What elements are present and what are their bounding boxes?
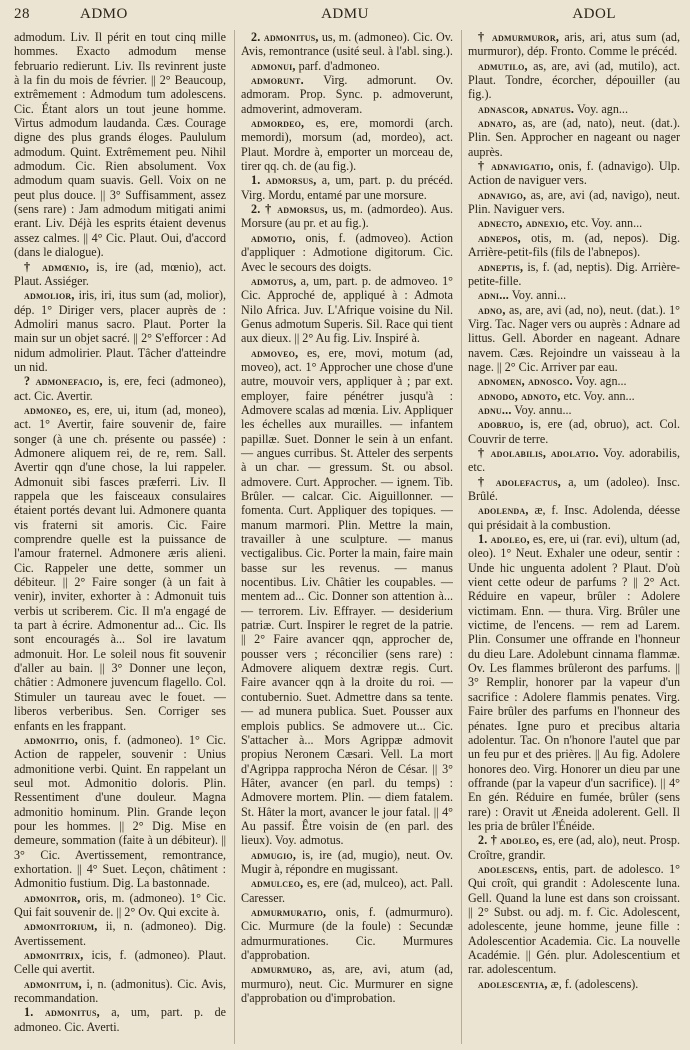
dictionary-entry: [468, 446, 680, 475]
entry-headword: adneptis,: [478, 259, 524, 274]
entry-definition: us, m. (admordeo). Aus. Morsure (au pr. et au fig.).: [241, 202, 453, 231]
column-1: [14, 30, 226, 1044]
dictionary-entry: [14, 948, 226, 977]
dictionary-entry: [14, 977, 226, 1006]
entry-definition: es, ere, movi, motum (ad, moveo), act. 1° Approcher une chose d'une autre, mouvoir vers, appliquer à ; par ext. employer, faire pénétrer jusqu'à : Admovere scalas ad mœnia. Liv. Appliquer les échelles aux murailles. — infantem papillæ. Suet. Donner le sein à un enfant. — angues curribus. St. Atteler des serpents à un char. — gressum. St. ou absol. admovere. Curt. Approcher. — ignem. Tib. Brûler. — calcar. Cic. Aiguillonner. — fomenta. Curt. Appliquer des topiques. — manum marmori. Plin. Mettre la main, travailler à une sculpture. — manus vectigalibus. Cic. Porter la main, faire main basse sur les revenus. — manus nocentibus. Liv. Châtier les coupables. — mentem ad... Cic. Donner son attention à... — terrorem. Liv. Effrayer. — desiderium patriæ. Curt. Inspirer le regret de la patrie. || 2° Faire avancer qqn, approcher de, pousser vers ; réconcilier (sens rare) : Admovere aliquem dextræ regis. Curt. Faire avancer qqn à la droite du roi. — contubernio. Suet. Admettre dans sa tente. — ad munera publica. Suet. Pousser aux emplois publics. Se admovere ut... Cic. S'attacher à... Mors Agrippæ admovit propius Neronem Cæsari. Vell. La mort d'Agrippa rapprocha Néron de César. || 3° Hâter, avancer (en parl. du temps) : Admovere mortem. Plin. — diem fatalem. St. Hâter la mort, avancer le jour fatal. || 4° Au passif. Être voisin de (en parl. des lieux). Voy. admotus.: [241, 345, 453, 848]
entry-headword: adnato,: [478, 116, 517, 131]
dictionary-entry: [468, 231, 680, 260]
guideword-left: ADMO: [80, 6, 128, 22]
entry-definition: æ, f. (adolescens).: [550, 976, 639, 991]
dictionary-entry: [468, 288, 680, 302]
dictionary-entry: [468, 30, 680, 59]
dictionary-entry: [468, 303, 680, 375]
entry-definition: otis, m. (ad, nepos). Dig. Arrière-petit-fils (fils de l'abnepos).: [468, 230, 680, 260]
dictionary-entry: [468, 862, 680, 977]
dictionary-entry: [14, 891, 226, 920]
dictionary-entry: [468, 59, 680, 102]
entry-definition: is, ere, feci (admoneo), act. Cic. Avertir.: [14, 374, 226, 403]
entry-headword: admonitor,: [24, 890, 81, 905]
entry-headword: admurmuro,: [251, 962, 313, 977]
dictionary-entry: [241, 173, 453, 202]
dictionary-entry: [241, 231, 453, 274]
entry-definition: Voy. agn...: [576, 101, 628, 116]
entry-definition: Voy. annu...: [514, 402, 572, 417]
entry-headword: † adnavigatio,: [478, 159, 554, 174]
column-3: [461, 30, 680, 1044]
entry-headword: admoneo,: [24, 402, 72, 417]
entry-headword: admoveo,: [251, 345, 299, 360]
entry-definition: parf. d'admoneo.: [298, 58, 380, 73]
dictionary-entry: [468, 159, 680, 188]
entry-headword: admolior,: [24, 288, 75, 303]
entry-headword: admutilo,: [478, 58, 528, 73]
dictionary-entry: [468, 977, 680, 991]
entry-headword: admugio,: [251, 847, 297, 862]
entry-definition: as, are (ad, nato), neut. (dat.). Plin. Sen. Approcher en nageant ou nager auprès.: [468, 116, 680, 159]
entry-definition: admodum. Liv. Il périt en tout cinq mille hommes. Exacto admodum mense februario redierunt. Liv. Ils revinrent juste à la fin du mois de février. || 2° Beaucoup, extrêmement : Admodum tum adolescens. Cic. Étant alors un tout jeune homme. Virtus admodum laudanda. Cæs. Courage digne des plus grands éloges. Paululum admodum. Quint. Extrêmement peu. Nihil admodum. Cic. Rien absolument. Vox admodum quam suavis. Gell. Voix on ne peut plus douce. || 3° Suffisamment, assez (sens rare) : Jam admodum mitigati animi erant. Liv. Déjà les esprits étaient devenus assez calmes. || 4° Cic. Plaut. Oui, d'accord (dans le dialogue).: [14, 30, 226, 260]
entry-headword: admordeo,: [251, 116, 305, 131]
guideword-right: ADOL: [572, 6, 616, 22]
dictionary-entry: [14, 1005, 226, 1034]
entry-definition: i, n. (admonitus). Cic. Avis, recommandation.: [14, 976, 226, 1006]
entry-definition: a, um, part. p. de admoneo. Cic. Averti.: [14, 1005, 226, 1034]
entry-definition: as, are, avi (ad, mutilo), act. Plaut. Tondre, écorcher, dépouiller (au fig.).: [468, 58, 680, 102]
dictionary-entry: [241, 962, 453, 1005]
dictionary-entry: [14, 260, 226, 289]
dictionary-entry: [241, 274, 453, 346]
dictionary-entry: [14, 288, 226, 374]
page-number: 28: [14, 6, 30, 22]
entry-headword: adnecto, adnexio,: [478, 216, 569, 231]
entry-headword: admotus,: [251, 273, 297, 288]
entry-definition: onis, f. (admoveo). Action d'appliquer : Admotione digitorum. Cic. Avec le secours des doigts.: [241, 230, 453, 274]
entry-headword: † adolefactus,: [478, 474, 562, 489]
dictionary-entry: [468, 102, 680, 116]
dictionary-entry: [468, 403, 680, 417]
entry-headword: 2. admonitus,: [251, 30, 319, 44]
dictionary-entry: [468, 188, 680, 217]
entry-definition: es, ere (ad, alo), neut. Prosp. Croître, grandir.: [468, 833, 680, 862]
dictionary-entry: [14, 733, 226, 891]
entry-headword: admurmuratio,: [251, 904, 327, 919]
entry-headword: † adolabilis, adolatio.: [478, 445, 599, 460]
dictionary-entry: [468, 389, 680, 403]
entry-headword: adnomen, adnosco.: [478, 374, 573, 389]
entry-definition: onis, f. (admurmuro). Cic. Murmure (de la foule) : Secundæ admurmurationes. Cic. Murmures d'approbation.: [241, 904, 453, 962]
entry-headword: † admurmuror,: [478, 30, 560, 44]
dictionary-entry: [468, 833, 680, 862]
text-columns: [14, 30, 680, 1044]
entry-definition: aris, ari, atus sum (ad, murmuror), dép. Fronto. Comme le précéd.: [468, 30, 680, 59]
entry-headword: admotio,: [251, 230, 296, 245]
entry-headword: admonitorium,: [24, 919, 98, 934]
entry-headword: 1. adoleo,: [478, 532, 530, 547]
dictionary-entry: [14, 374, 226, 403]
entry-definition: oris, m. (admoneo). 1° Cic. Qui fait souvenir de. || 2° Ov. Qui excite à.: [14, 890, 226, 919]
entry-headword: adnodo, adnoto,: [478, 388, 561, 403]
entry-definition: is, ire (ad, mugio), neut. Ov. Mugir à, répondre en mugissant.: [241, 847, 453, 876]
entry-headword: admonitrix,: [24, 948, 84, 962]
entry-headword: adolenda,: [478, 503, 529, 518]
dictionary-entry: [241, 876, 453, 905]
entry-definition: icis, f. (admoneo). Plaut. Celle qui avertit.: [14, 948, 226, 977]
dictionary-entry: [468, 116, 680, 159]
entry-definition: onis, f. (adnavigo). Ulp. Action de naviguer vers.: [468, 159, 680, 188]
entry-definition: es, ere (ad, mulceo), act. Pall. Caresser.: [241, 876, 453, 905]
entry-definition: a, um (adoleo). Insc. Brûlé.: [468, 474, 680, 503]
entry-headword: adni...: [478, 288, 509, 303]
entry-definition: is, f. (ad, neptis). Dig. Arrière-petite-fille.: [468, 259, 680, 288]
entry-headword: adobruo,: [478, 417, 524, 432]
entry-definition: æ, f. Insc. Adolenda, déesse qui présidait à la combustion.: [468, 503, 680, 532]
dictionary-entry: [468, 216, 680, 230]
entry-definition: onis, f. (admoneo). 1° Cic. Action de rappeler, souvenir : Unius admonitione verbi. Quint. En rappelant un seul mot. Admonitio doloris. Plin. Ressentiment d'une douleur. Magna admonitio hominum. Plin. Grande leçon pour les hommes. || 2° Dig. Mise en demeure, sommation (faite à un débiteur). || 3° Cic. Avertissement, remontrance, exhortation. || 4° Suet. Leçon, châtiment : Admonitio fustium. Dig. La bastonnade.: [14, 732, 226, 891]
entry-headword: ? admonefacio,: [24, 374, 103, 389]
entry-definition: Voy. anni...: [511, 288, 567, 303]
entry-headword: admorunt.: [251, 73, 304, 88]
entry-definition: entis, part. de adolesco. 1° Qui croît, qui grandit : Adolescente luna. Gell. Quand la lune est dans son croissant. || 2° Subst. ou adj. m. f. Cic. Adolescent, adolescente, jeune homme, jeune fille : Adolescentior Academia. Cic. La nouvelle Académie. || Gén. plur. Adolescentium et rar. adolescentum.: [468, 861, 680, 977]
entry-headword: admonitum,: [24, 976, 82, 991]
entry-definition: es, ere, ui (rar. evi), ultum (ad, oleo). 1° Neut. Exhaler une odeur, sentir : Unde hic unguenta adolent ? Plaut. D'où vient cette odeur de parfums ? || 2° Act. Réduire en vapeur, brûler : Adolere victimam. Enn. — thura. Virg. Brûler une victime, de l'encens. — rem ad Larem. Plin. Consumer une offrande en l'honneur du dieu Lare. Adolebunt cinnama flammæ. Ov. Les flammes brûleront des parfums. || 3° Remplir, honorer par la vapeur d'un sacrifice : Adolere flammis penates. Virg. Faire brûler des parfums en l'honneur des pénates. Igne puro et precibus altaria adolentur. Tac. On n'honore l'autel que par un feu pur et des prières. || Au fig. Adolere honores deo. Virg. Honorer un dieu par une offrande (par la vapeur d'un sacrifice). || 4° En gén. Réduire en fumée, brûler (sens rare) : Oravit ut Æneida adolerent. Gell. Il les pria de brûler l'Énéide.: [468, 532, 680, 833]
entry-definition: Voy. adorabilis, etc.: [468, 445, 680, 475]
entry-headword: 2. † adoleo,: [478, 833, 540, 848]
entry-definition: a, um, part. p. de admoveo. 1° Cic. Approché de, appliqué à : Admota Nilo Africa. Juv. L'Afrique voisine du Nil. Genus admotum Superis. Sil. Race qui tient aux dieux. || 2° Au fig. Liv. Inspiré à.: [241, 273, 453, 346]
dictionary-entry: [14, 403, 226, 733]
entry-headword: adnu...: [478, 402, 512, 417]
dictionary-entry: [468, 475, 680, 504]
page-header: [14, 6, 676, 26]
dictionary-entry: [14, 919, 226, 948]
entry-headword: 1. admorsus,: [251, 173, 317, 188]
entry-headword: 1. admonitus,: [24, 1005, 100, 1020]
dictionary-entry: [241, 116, 453, 173]
entry-definition: es, ere, ui, itum (ad, moneo), act. 1° Avertir, faire souvenir de, faire songer (à une ch. présente ou passée) : Admonere aliquem rei, de re, rem. Sall. Avertir qqn d'une chose, la lui rappeler. Admonuit sibi fasces præferri. Liv. Il rappela que les faisceaux consulaires étaient portés devant lui. Admonere quanta vis fraterni sit amoris. Cic. Faire comprendre quelle est la puissance de l'amour fraternel. Admonere æris alieni. Cic. Rappeler une dette, sommer un débiteur. || 2° Faire songer (à un fait à venir), inviter, exhorter à : Admonuit tuis verbis ut scriberem. Cic. Il m'a engagé de ta part à écrire. Admonentur ad... Cic. Ils sont encouragés à... Sol ire lavatum admonuit. Hor. Le soleil nous fit souvenir d'aller au bain. || 3° Donner une leçon, châtier : Admonere juvencum flagello. Col. Stimuler un taureau avec le fouet. — liberos verberibus. Sen. Corriger ses enfants en les frappant.: [14, 402, 226, 733]
entry-definition: iris, iri, itus sum (ad, molior), dép. 1° Diriger vers, placer auprès de : Admoliri manus sacro. Plaut. Porter la main sur un objet sacré. || 2° S'efforcer : Ad nidum admolirier. Plaut. Tâcher d'atteindre un nid.: [14, 288, 226, 374]
entry-headword: † admœnio,: [24, 259, 90, 274]
entry-headword: adnavigo,: [478, 187, 527, 202]
column-2: [234, 30, 453, 1044]
dictionary-entry: [468, 374, 680, 388]
dictionary-entry: [468, 260, 680, 289]
entry-definition: Virg. admorunt. Ov. admoram. Prop. Sync. p. admoverunt, admoverint, admoveram.: [241, 73, 453, 116]
entry-definition: etc. Voy. ann...: [563, 388, 635, 403]
entry-headword: admulceo,: [251, 876, 304, 891]
entry-headword: 2. † admorsus,: [251, 202, 328, 217]
dictionary-entry: [241, 59, 453, 73]
entry-headword: adolescens,: [478, 861, 538, 876]
entry-definition: is, ere (ad, obruo), act. Col. Couvrir de terre.: [468, 417, 680, 446]
entry-definition: etc. Voy. ann...: [571, 216, 643, 231]
guideword-center: ADMU: [321, 6, 369, 22]
dictionary-entry: [241, 346, 453, 848]
entry-definition: as, are, avi (ad, navigo), neut. Plin. Naviguer vers.: [468, 187, 680, 217]
dictionary-entry: [468, 417, 680, 446]
dictionary-entry: [241, 848, 453, 877]
entry-definition: Voy. agn...: [575, 374, 627, 389]
entry-definition: as, are, avi, atum (ad, murmuro), neut. Cic. Murmurer en signe d'approbation ou d'improbation.: [241, 962, 453, 1006]
dictionary-entry: [241, 202, 453, 231]
entry-definition: es, ere, momordi (arch. memordi), morsum (ad, mordeo), act. Plaut. Mordre à, emporter un morceau de, tirer qq. ch. de (au fig.).: [241, 116, 453, 174]
entry-definition: us, m. (admoneo). Cic. Ov. Avis, remontrance (usité seul. à l'abl. sing.).: [241, 30, 453, 59]
entry-headword: adno,: [478, 302, 506, 317]
dictionary-entry: [241, 73, 453, 116]
dictionary-entry: [241, 905, 453, 962]
entry-headword: adnepos,: [478, 230, 521, 245]
entry-definition: ii, n. (admoneo). Dig. Avertissement.: [14, 919, 226, 948]
entry-definition: as, are, avi (ad, no), neut. (dat.). 1° Virg. Tac. Nager vers ou auprès : Adnare ad littus. Gell. Aborder en nageant. Adnare navem. Cæs. Rejoindre un vaisseau à la nage. || 2° Cic. Arriver par eau.: [468, 302, 680, 374]
dictionary-entry: [468, 532, 680, 833]
entry-headword: admonui,: [251, 58, 296, 73]
entry-headword: adnascor, adnatus.: [478, 101, 575, 116]
entry-definition: is, ire (ad, mœnio), act. Plaut. Assiéger.: [14, 259, 226, 288]
dictionary-entry: [241, 30, 453, 59]
dictionary-entry: [468, 503, 680, 532]
entry-definition: a, um, part. p. du précéd. Virg. Mordu, entamé par une morsure.: [241, 173, 453, 202]
entry-headword: adolescentia,: [478, 976, 548, 991]
entry-headword: admonitio,: [24, 732, 78, 747]
dictionary-entry: [14, 30, 226, 260]
